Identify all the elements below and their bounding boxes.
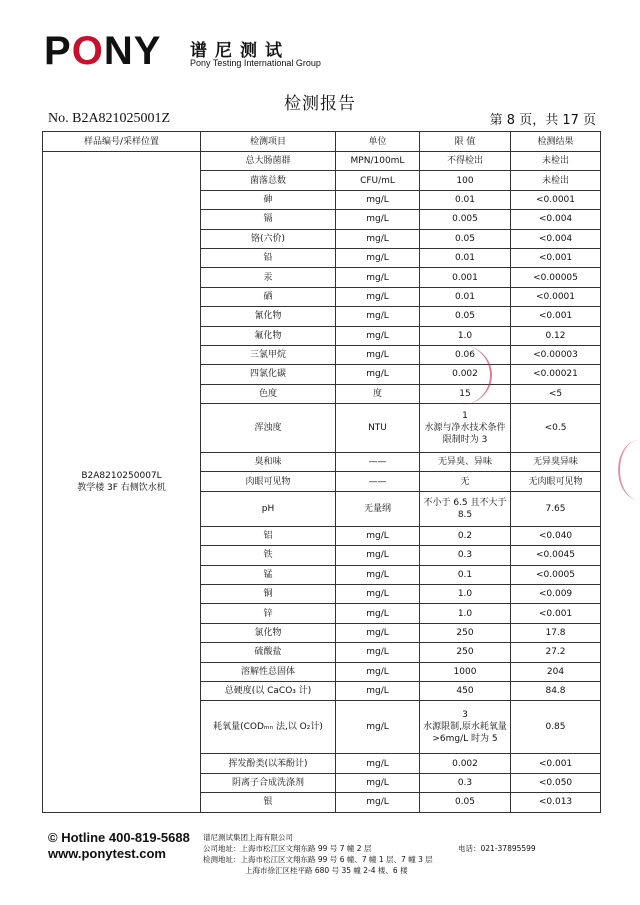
cell-result: 17.8 [511, 623, 601, 642]
cell-unit: NTU [336, 404, 420, 453]
cell-result: <0.004 [511, 210, 601, 229]
cell-item: 氟化物 [201, 326, 336, 345]
cell-limit: 1.0 [420, 585, 511, 604]
cell-result: 84.8 [511, 681, 601, 700]
cell-result: <0.004 [511, 229, 601, 248]
header-sample: 样品编号/采样位置 [43, 132, 201, 152]
cell-item: 铅 [201, 248, 336, 267]
cell-result: <0.0005 [511, 565, 601, 584]
cell-item: 色度 [201, 384, 336, 403]
seal-mark [430, 345, 492, 405]
cell-limit: 250 [420, 643, 511, 662]
hotline [48, 830, 190, 845]
cell-result: 204 [511, 662, 601, 681]
cell-limit: 0.3 [420, 773, 511, 792]
cell-unit: mg/L [336, 773, 420, 792]
cell-limit: 0.2 [420, 526, 511, 545]
cell-item: 总硬度(以 CaCO₃ 计) [201, 681, 336, 700]
cell-result: <0.001 [511, 307, 601, 326]
company-address: 公司地址：上海市松江区文翔东路 99 号 7 幢 2 层 [203, 844, 372, 853]
company: 谱尼测试集团上海有限公司 [203, 833, 293, 842]
cell-item: 银 [201, 793, 336, 812]
cell-item: 镉 [201, 210, 336, 229]
cell-unit: mg/L [336, 268, 420, 287]
page-info: 第 8 页，共 17 页 [489, 113, 596, 128]
website: www.ponytest.com [48, 846, 166, 861]
cell-unit: mg/L [336, 701, 420, 754]
cell-result: <0.013 [511, 793, 601, 812]
cell-item: 溶解性总固体 [201, 662, 336, 681]
cell-item: pH [201, 491, 336, 526]
cell-limit: 0.05 [420, 307, 511, 326]
cell-result: <0.001 [511, 754, 601, 773]
cell-result: <0.00003 [511, 345, 601, 364]
sample-id: B2A8210250007L [81, 470, 162, 481]
cell-limit: 0.05 [420, 229, 511, 248]
cell-limit: 0.06 [420, 345, 511, 364]
cell-result: 无肉眼可见物 [511, 472, 601, 491]
address-block [203, 832, 623, 876]
cell-unit: mg/L [336, 793, 420, 812]
seal-mark-edge [618, 440, 640, 500]
cell-item: 铜 [201, 585, 336, 604]
cell-unit: mg/L [336, 565, 420, 584]
header-result: 检测结果 [511, 132, 601, 152]
lab-address-1: 检测地址：上海市松江区文翔东路 99 号 6 幢、7 幢 1 层、7 幢 3 层 [203, 855, 433, 864]
cell-result: 未检出 [511, 171, 601, 190]
cell-unit: —— [336, 453, 420, 472]
table-header-row [43, 132, 601, 152]
cell-unit: mg/L [336, 604, 420, 623]
cell-limit: 0.05 [420, 793, 511, 812]
cell-result: <0.001 [511, 248, 601, 267]
cell-result: <0.001 [511, 604, 601, 623]
cell-item: 氯化物 [201, 623, 336, 642]
document-number: No. B2A821025001Z [48, 111, 171, 126]
cell-result: 7.65 [511, 491, 601, 526]
copyright-icon: © [48, 830, 58, 845]
cell-result: <0.050 [511, 773, 601, 792]
cell-unit: CFU/mL [336, 171, 420, 190]
header-item: 检测项目 [201, 132, 336, 152]
cell-item: 臭和味 [201, 453, 336, 472]
cell-item: 锰 [201, 565, 336, 584]
cell-result: 27.2 [511, 643, 601, 662]
cell-item: 肉眼可见物 [201, 472, 336, 491]
telephone: 电话：021-37895599 [458, 844, 536, 853]
cell-unit: mg/L [336, 623, 420, 642]
cell-limit: 1.0 [420, 326, 511, 345]
cell-limit: 1.0 [420, 604, 511, 623]
header-unit: 单位 [336, 132, 420, 152]
report-title: 检测报告 [284, 94, 356, 114]
cell-item: 阴离子合成洗涤剂 [201, 773, 336, 792]
logo-text: PONY [44, 29, 162, 73]
cell-unit: mg/L [336, 365, 420, 384]
cell-item: 铝 [201, 526, 336, 545]
cell-item: 砷 [201, 190, 336, 209]
cell-unit: 度 [336, 384, 420, 403]
cell-result: <0.040 [511, 526, 601, 545]
cell-unit: mg/L [336, 681, 420, 700]
cell-limit: 3 水源限制,原水耗氧量>6mg/L 时为 5 [420, 701, 511, 754]
cell-unit: mg/L [336, 643, 420, 662]
cell-unit: mg/L [336, 229, 420, 248]
cell-unit: —— [336, 472, 420, 491]
cell-result: 无异臭异味 [511, 453, 601, 472]
cell-limit: 100 [420, 171, 511, 190]
cell-unit: mg/L [336, 248, 420, 267]
cell-item: 浑浊度 [201, 404, 336, 453]
cell-item: 铁 [201, 546, 336, 565]
cell-item: 三氯甲烷 [201, 345, 336, 364]
results-table [42, 131, 601, 813]
cell-result: 未检出 [511, 152, 601, 171]
cell-item: 菌落总数 [201, 171, 336, 190]
cell-result: <0.0001 [511, 287, 601, 306]
cell-unit: mg/L [336, 307, 420, 326]
cell-unit: MPN/100mL [336, 152, 420, 171]
cell-item: 氰化物 [201, 307, 336, 326]
cell-unit: mg/L [336, 190, 420, 209]
cell-item: 总大肠菌群 [201, 152, 336, 171]
cell-limit: 无 [420, 472, 511, 491]
cell-item: 耗氧量(CODₘₙ 法,以 O₂计) [201, 701, 336, 754]
cell-result: <0.00005 [511, 268, 601, 287]
cell-item: 铬(六价) [201, 229, 336, 248]
lab-address-2: 上海市徐汇区桂平路 680 号 35 幢 2-4 楼、6 楼 [245, 866, 408, 875]
cell-limit: 15 [420, 384, 511, 403]
cell-limit: 0.001 [420, 268, 511, 287]
cell-unit: 无量纲 [336, 491, 420, 526]
cell-unit: mg/L [336, 526, 420, 545]
cell-item: 锌 [201, 604, 336, 623]
cell-limit: 1 水源与净水技术条件限制时为 3 [420, 404, 511, 453]
cell-item: 四氯化碳 [201, 365, 336, 384]
cell-limit: 0.005 [420, 210, 511, 229]
cell-unit: mg/L [336, 345, 420, 364]
cell-limit: 0.01 [420, 190, 511, 209]
sample-location: 教学楼 3F 右侧饮水机 [77, 482, 166, 493]
cell-limit: 1000 [420, 662, 511, 681]
cell-unit: mg/L [336, 326, 420, 345]
cell-result: <0.0001 [511, 190, 601, 209]
sample-cell [43, 152, 201, 813]
cell-limit: 无异臭、异味 [420, 453, 511, 472]
cell-limit: 不得检出 [420, 152, 511, 171]
cell-result: 0.85 [511, 701, 601, 754]
cell-limit: 450 [420, 681, 511, 700]
cell-limit: 0.3 [420, 546, 511, 565]
cell-result: 0.12 [511, 326, 601, 345]
cell-unit: mg/L [336, 210, 420, 229]
cell-unit: mg/L [336, 546, 420, 565]
company-name-cn: 谱尼测试 [190, 41, 290, 61]
cell-unit: mg/L [336, 754, 420, 773]
cell-unit: mg/L [336, 662, 420, 681]
cell-result: <0.0045 [511, 546, 601, 565]
cell-item: 汞 [201, 268, 336, 287]
cell-unit: mg/L [336, 287, 420, 306]
cell-limit: 0.01 [420, 287, 511, 306]
cell-limit: 不小于 6.5 且不大于 8.5 [420, 491, 511, 526]
table-row [43, 152, 601, 171]
cell-limit: 0.002 [420, 365, 511, 384]
cell-result: <0.00021 [511, 365, 601, 384]
company-name-en: Pony Testing International Group [190, 58, 321, 68]
cell-limit: 0.1 [420, 565, 511, 584]
cell-limit: 250 [420, 623, 511, 642]
cell-limit: 0.01 [420, 248, 511, 267]
header-limit: 限 值 [420, 132, 511, 152]
cell-limit: 0.002 [420, 754, 511, 773]
cell-result: <0.009 [511, 585, 601, 604]
cell-result: <0.5 [511, 404, 601, 453]
cell-item: 硒 [201, 287, 336, 306]
logo [44, 29, 162, 73]
hotline-text: Hotline 400-819-5688 [61, 830, 190, 845]
cell-result: <5 [511, 384, 601, 403]
cell-item: 挥发酚类(以苯酚计) [201, 754, 336, 773]
cell-item: 硫酸盐 [201, 643, 336, 662]
cell-unit: mg/L [336, 585, 420, 604]
